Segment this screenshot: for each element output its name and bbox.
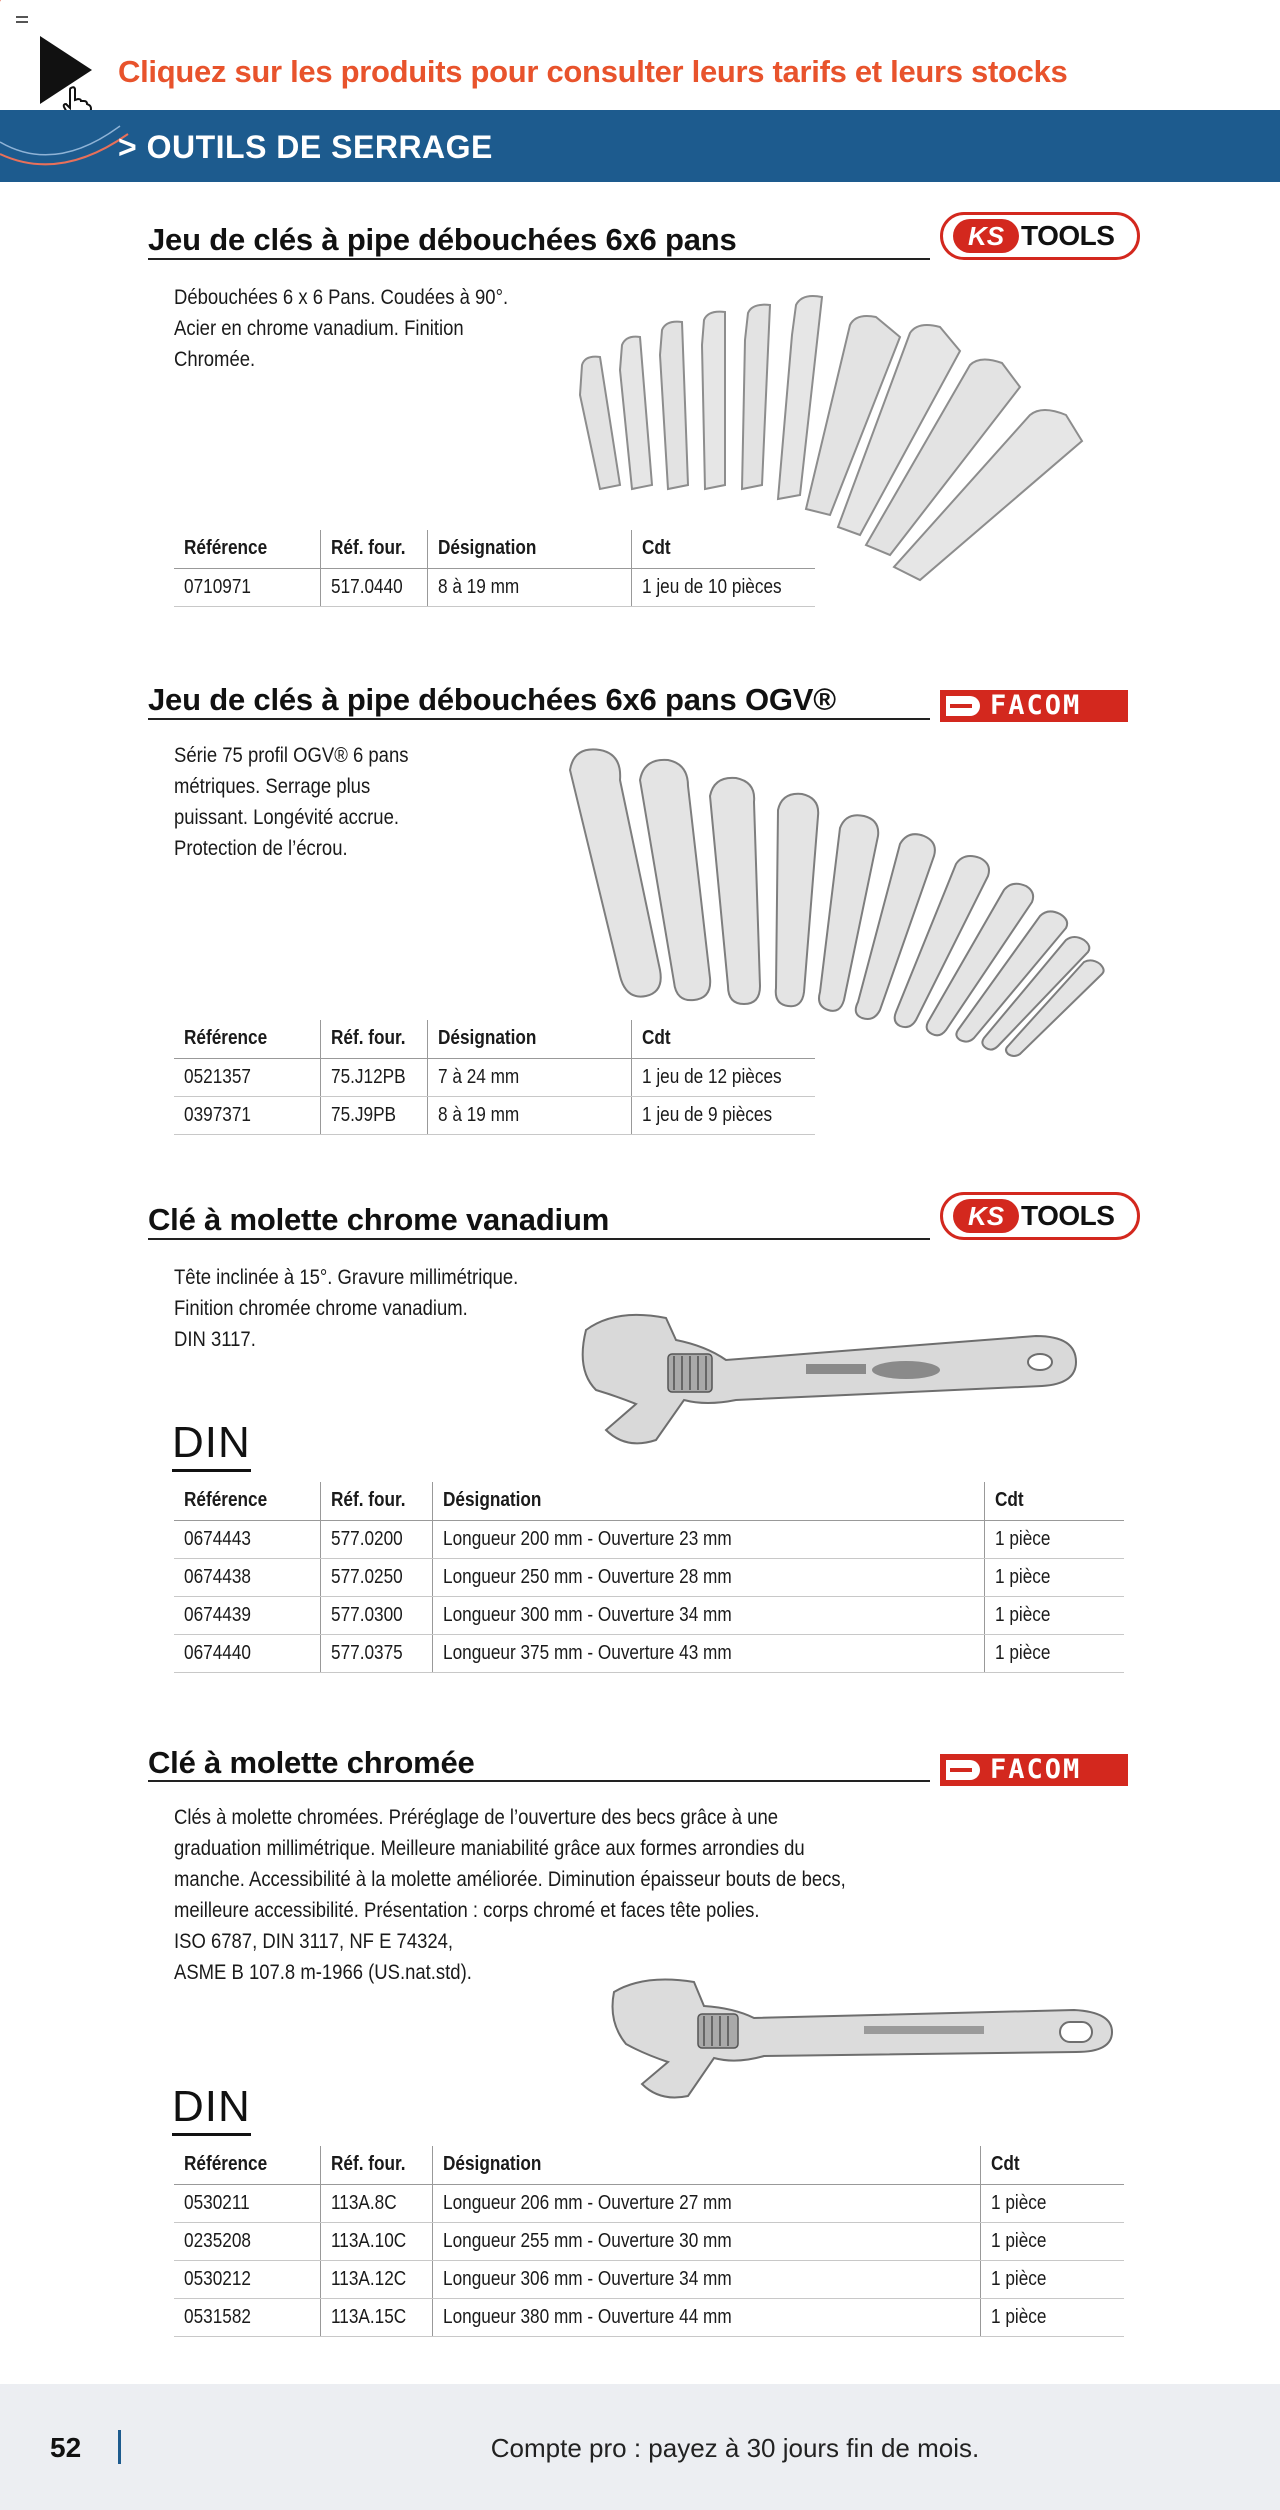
description-line: Protection de l’écrou. [174, 837, 348, 860]
description-line: DIN 3117. [174, 1328, 256, 1351]
din-standard-label: DIN [172, 1418, 251, 1468]
product-table [174, 2146, 1124, 2337]
title-underline [148, 718, 930, 720]
designation-cell: Longueur 206 mm - Ouverture 27 mm [432, 2184, 980, 2222]
brand-word: FACOM [990, 690, 1082, 721]
table-row[interactable] [174, 2184, 1124, 2222]
column-header: Réf. four. [320, 530, 428, 568]
reference-cell[interactable]: 0531582 [174, 2298, 320, 2336]
product-table [174, 1482, 1124, 1673]
packaging-cell: 1 pièce [980, 2222, 1124, 2260]
din-standard-label: DIN [172, 2082, 251, 2132]
reference-cell[interactable]: 0674438 [174, 1558, 320, 1596]
designation-cell: Longueur 250 mm - Ouverture 28 mm [432, 1558, 984, 1596]
description-line: puissant. Longévité accrue. [174, 806, 399, 829]
table-row[interactable] [174, 2260, 1124, 2298]
designation-cell: 8 à 19 mm [428, 568, 632, 606]
designation-cell: Longueur 255 mm - Ouverture 30 mm [432, 2222, 980, 2260]
description-line: ASME B 107.8 m-1966 (US.nat.std). [174, 1961, 472, 1984]
supplier-ref-cell: 113A.12C [320, 2260, 432, 2298]
packaging-cell: 1 jeu de 9 pièces [632, 1096, 815, 1134]
designation-cell: Longueur 300 mm - Ouverture 34 mm [432, 1596, 984, 1634]
column-header: Réf. four. [320, 1482, 432, 1520]
reference-cell[interactable]: 0674440 [174, 1634, 320, 1672]
brand-logo-kstools [940, 212, 1140, 260]
column-header: Référence [174, 2146, 320, 2184]
section-title: > OUTILS DE SERRAGE [118, 129, 493, 165]
packaging-cell: 1 pièce [984, 1520, 1124, 1558]
description-line: Finition chromée chrome vanadium. [174, 1297, 468, 1320]
packaging-cell: 1 pièce [980, 2298, 1124, 2336]
designation-cell: Longueur 200 mm - Ouverture 23 mm [432, 1520, 984, 1558]
brand-logo-facom [940, 690, 1128, 722]
page-number: 52 [50, 2432, 82, 2463]
brand-word: TOOLS [1021, 1200, 1115, 1231]
supplier-ref-cell: 577.0200 [320, 1520, 432, 1558]
description-line: Acier en chrome vanadium. Finition [174, 317, 464, 340]
supplier-ref-cell: 75.J12PB [320, 1058, 428, 1096]
supplier-ref-cell: 577.0375 [320, 1634, 432, 1672]
table-row[interactable] [174, 1596, 1124, 1634]
reference-cell[interactable]: 0530211 [174, 2184, 320, 2222]
column-header: Cdt [984, 1482, 1124, 1520]
brand-logo-kstools [940, 1192, 1140, 1240]
footer-text: Compte pro : payez à 30 jours fin de mois. [490, 2433, 980, 2463]
supplier-ref-cell: 113A.8C [320, 2184, 432, 2222]
designation-cell: Longueur 380 mm - Ouverture 44 mm [432, 2298, 980, 2336]
column-header: Désignation [432, 1482, 984, 1520]
packaging-cell: 1 jeu de 10 pièces [632, 568, 815, 606]
product-table [174, 1020, 815, 1135]
description-line: Tête inclinée à 15°. Gravure millimétrique. [174, 1266, 519, 1289]
column-header: Désignation [428, 1020, 632, 1058]
table-row[interactable] [174, 1558, 1124, 1596]
brand-word: FACOM [990, 1754, 1082, 1785]
table-header-row [174, 530, 815, 568]
product-description [174, 282, 508, 375]
column-header: Cdt [632, 530, 815, 568]
facom-mark-icon [946, 1760, 980, 1780]
column-header: Cdt [632, 1020, 815, 1058]
product-description [174, 740, 408, 864]
table-header-row [174, 1482, 1124, 1520]
table-row[interactable] [174, 1634, 1124, 1672]
reference-cell[interactable]: 0521357 [174, 1058, 320, 1096]
designation-cell: Longueur 375 mm - Ouverture 43 mm [432, 1634, 984, 1672]
packaging-cell: 1 pièce [980, 2184, 1124, 2222]
supplier-ref-cell: 577.0300 [320, 1596, 432, 1634]
table-row[interactable] [174, 2222, 1124, 2260]
section-arc-decoration [0, 112, 130, 172]
table-row[interactable] [174, 1520, 1124, 1558]
reference-cell[interactable]: 0397371 [174, 1096, 320, 1134]
description-line: manche. Accessibilité à la molette améliorée. Diminution épaisseur bouts de becs, [174, 1868, 846, 1891]
packaging-cell: 1 pièce [980, 2260, 1124, 2298]
table-row[interactable] [174, 2298, 1124, 2336]
column-header: Désignation [428, 530, 632, 568]
supplier-ref-cell: 75.J9PB [320, 1096, 428, 1134]
column-header: Réf. four. [320, 2146, 432, 2184]
cta-banner-text[interactable]: Cliquez sur les produits pour consulter leurs tarifs et leurs stocks [118, 54, 1068, 89]
brand-mark: KS [953, 219, 1019, 253]
column-header: Réf. four. [320, 1020, 428, 1058]
reference-cell[interactable]: 0710971 [174, 568, 320, 606]
title-underline [148, 1780, 930, 1782]
column-header: Cdt [980, 2146, 1124, 2184]
designation-cell: 8 à 19 mm [428, 1096, 632, 1134]
description-line: meilleure accessibilité. Présentation : corps chromé et faces tête polies. [174, 1899, 760, 1922]
description-line: graduation millimétrique. Meilleure maniabilité grâce aux formes arrondies du [174, 1837, 805, 1860]
column-header: Référence [174, 1482, 320, 1520]
product-table [174, 530, 815, 607]
adjustable-wrench-image[interactable] [556, 1300, 1086, 1450]
packaging-cell: 1 pièce [984, 1634, 1124, 1672]
table-row[interactable] [174, 568, 815, 606]
description-line: Série 75 profil OGV® 6 pans [174, 744, 409, 767]
product-description [174, 1262, 518, 1355]
brand-logo-facom [940, 1754, 1128, 1786]
description-line: Clés à molette chromées. Préréglage de l’ouverture des becs grâce à une [174, 1806, 779, 1829]
table-row[interactable] [174, 1058, 815, 1096]
title-underline [148, 1238, 930, 1240]
product-title[interactable]: Jeu de clés à pipe débouchées 6x6 pans [148, 222, 737, 257]
brand-mark: KS [953, 1199, 1019, 1233]
table-header-row [174, 2146, 1124, 2184]
packaging-cell: 1 pièce [984, 1558, 1124, 1596]
title-underline [148, 258, 930, 260]
description-line: Débouchées 6 x 6 Pans. Coudées à 90°. [174, 286, 509, 309]
supplier-ref-cell: 517.0440 [320, 568, 428, 606]
facom-mark-icon [946, 696, 980, 716]
column-header: Référence [174, 530, 320, 568]
description-line: Chromée. [174, 348, 256, 371]
supplier-ref-cell: 113A.15C [320, 2298, 432, 2336]
column-header: Désignation [432, 2146, 980, 2184]
product-title[interactable]: Jeu de clés à pipe débouchées 6x6 pans OGV® [148, 682, 836, 717]
product-description [174, 1802, 846, 1988]
reference-cell[interactable]: 0235208 [174, 2222, 320, 2260]
reference-cell[interactable]: 0530212 [174, 2260, 320, 2298]
description-line: ISO 6787, DIN 3117, NF E 74324, [174, 1930, 454, 1953]
supplier-ref-cell: 113A.10C [320, 2222, 432, 2260]
reference-cell[interactable]: 0674443 [174, 1520, 320, 1558]
designation-cell: Longueur 306 mm - Ouverture 34 mm [432, 2260, 980, 2298]
product-title[interactable]: Clé à molette chromée [148, 1745, 475, 1780]
supplier-ref-cell: 577.0250 [320, 1558, 432, 1596]
reference-cell[interactable]: 0674439 [174, 1596, 320, 1634]
brand-word: TOOLS [1021, 220, 1115, 251]
product-title[interactable]: Clé à molette chrome vanadium [148, 1202, 610, 1237]
packaging-cell: 1 pièce [984, 1596, 1124, 1634]
designation-cell: 7 à 24 mm [428, 1058, 632, 1096]
adjustable-wrench-chrome-image[interactable] [604, 1972, 1124, 2102]
packaging-cell: 1 jeu de 12 pièces [632, 1058, 815, 1096]
table-header-row [174, 1020, 815, 1058]
table-row[interactable] [174, 1096, 815, 1134]
description-line: métriques. Serrage plus [174, 775, 371, 798]
column-header: Référence [174, 1020, 320, 1058]
